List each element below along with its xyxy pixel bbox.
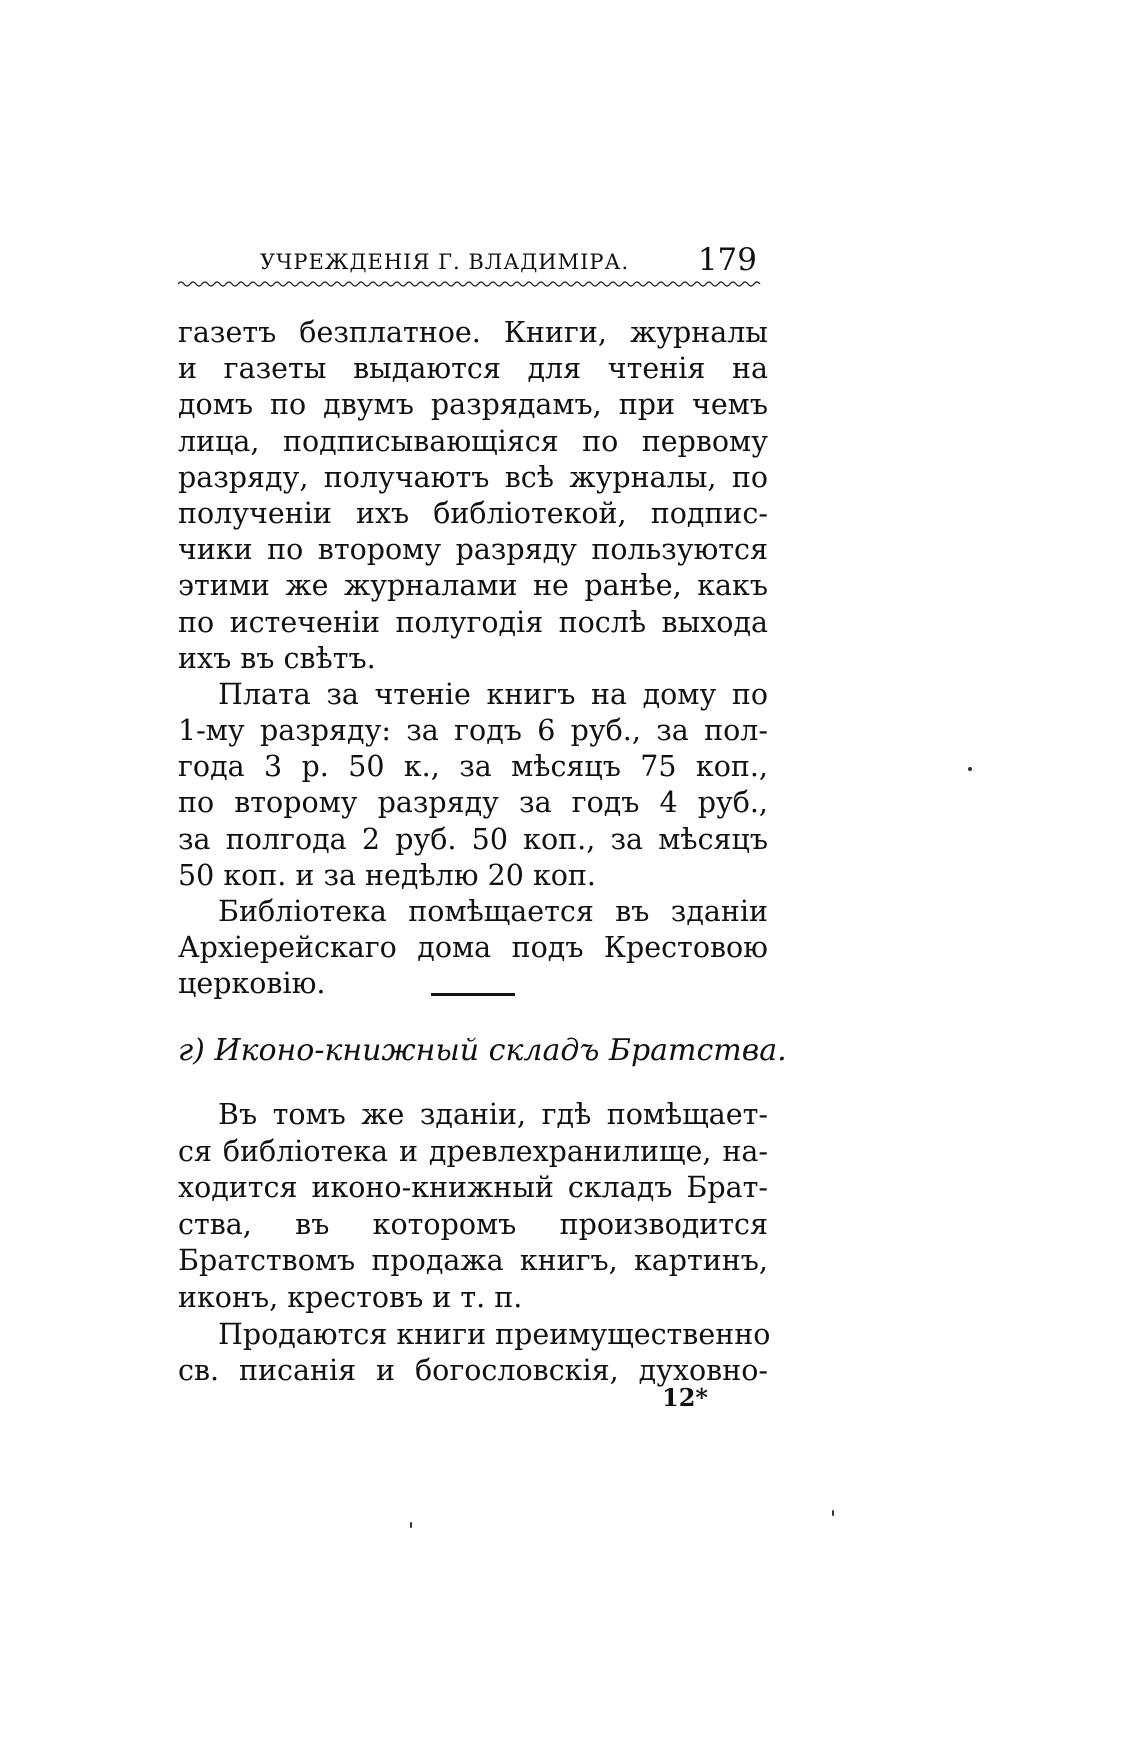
- paragraph-2: [178, 677, 768, 894]
- text-line: Въ томъ же зданіи, гдѣ помѣщает-: [218, 1098, 768, 1131]
- text-line: церковію.: [178, 967, 326, 1001]
- text-line: разряду, получаютъ всѣ журналы, по: [178, 460, 768, 494]
- text-line: ходится иконо-книжный складъ Брат-: [178, 1171, 768, 1205]
- paragraph-5: [178, 1317, 771, 1390]
- text-line: св. писанія и богословскія, духовно-: [178, 1354, 768, 1388]
- section-heading: г) Иконо-книжный складъ Братства.: [178, 1033, 787, 1068]
- text-line: Библіотека помѣщается въ зданіи: [218, 895, 768, 928]
- paragraph-3: [178, 894, 768, 1003]
- text-line: и газеты выдаются для чтенія на: [178, 352, 768, 386]
- section-separator: [431, 993, 515, 996]
- text-line: чики по второму разряду пользуются: [178, 533, 768, 567]
- paragraph-1: [178, 315, 768, 677]
- text-line: Продаются книги преимущественно: [218, 1317, 771, 1351]
- text-line: по второму разряду за годъ 4 руб.,: [178, 786, 768, 820]
- text-line: Архіерейскаго дома подъ Крестовою: [178, 931, 768, 965]
- text-line: за полгода 2 руб. 50 коп., за мѣсяцъ: [178, 822, 768, 856]
- text-line: иконъ, крестовъ и т. п.: [178, 1280, 523, 1314]
- signature-mark: 12*: [662, 1383, 708, 1412]
- text-line: домъ по двумъ разрядамъ, при чемъ: [178, 388, 768, 422]
- text-line: Братствомъ продажа книгъ, картинъ,: [178, 1244, 768, 1278]
- ink-speck: [410, 1522, 412, 1528]
- text-line: по истеченіи полугодія послѣ выхода: [178, 605, 768, 639]
- text-line: лица, подписывающіяся по первому: [178, 424, 768, 458]
- text-line: ся библіотека и древлехранилище, на-: [178, 1134, 768, 1168]
- page-number: 179: [697, 242, 757, 278]
- text-line: полученіи ихъ библіотекой, подпис-: [178, 496, 768, 530]
- text-line: ства, въ которомъ производится: [178, 1207, 768, 1241]
- running-head: [178, 242, 761, 286]
- body-text: [178, 315, 768, 1003]
- paragraph-4: [178, 1097, 768, 1317]
- text-line: ихъ въ свѣтъ.: [178, 641, 376, 675]
- text-line: 1-му разряду: за годъ 6 руб., за пол-: [178, 714, 768, 748]
- ink-speck: [832, 1510, 834, 1516]
- wavy-rule: [178, 280, 761, 288]
- body-text-2: [178, 1097, 771, 1390]
- text-line: Плата за чтеніе книгъ на дому по: [218, 677, 768, 711]
- ink-speck: [968, 767, 972, 771]
- text-line: 50 коп. и за недѣлю 20 коп.: [178, 858, 596, 892]
- text-line: этими же журналами не ранѣе, какъ: [178, 569, 768, 603]
- running-head-title: УЧРЕЖДЕНІЯ Г. ВЛАДИМІРА.: [260, 250, 630, 274]
- text-line: газетъ безплатное. Книги, журналы: [178, 316, 768, 349]
- text-line: года 3 р. 50 к., за мѣсяцъ 75 коп.,: [178, 750, 768, 784]
